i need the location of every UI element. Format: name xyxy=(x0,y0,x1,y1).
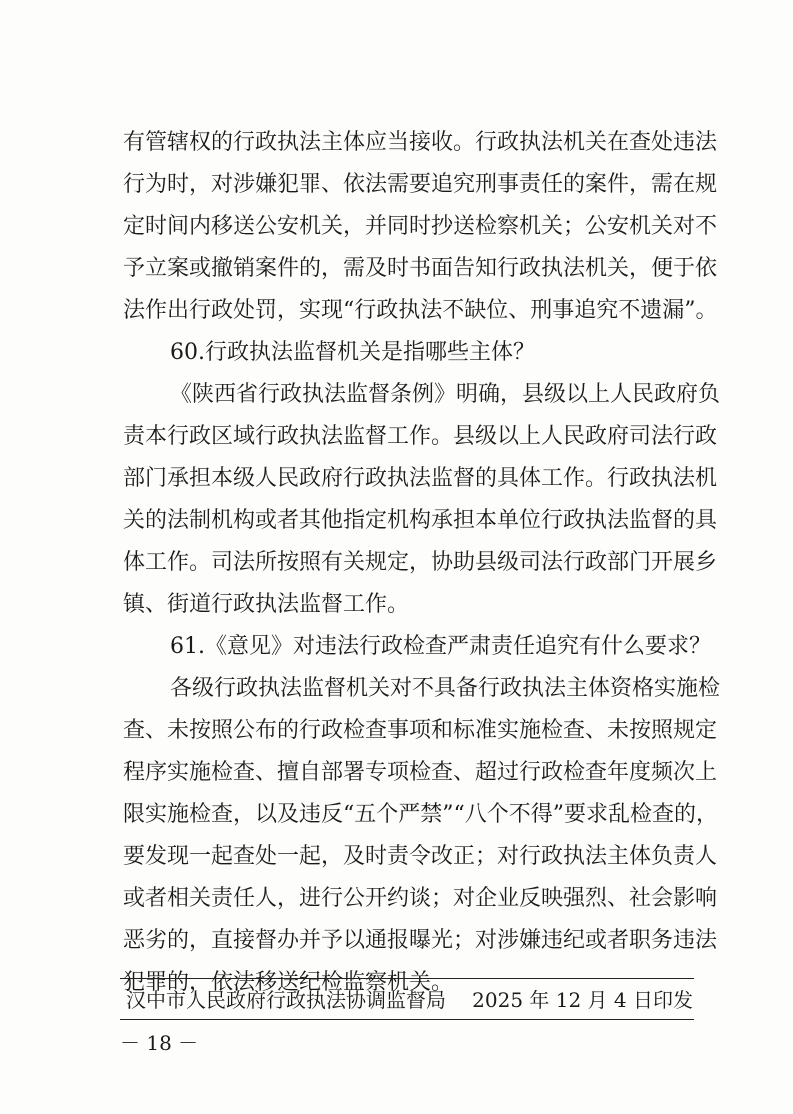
text-line: 予立案或撤销案件的，需及时书面告知行政执法机关，便于依 xyxy=(123,256,718,281)
text-line: 行为时，对涉嫌犯罪、依法需要追究刑事责任的案件，需在规 xyxy=(123,172,718,197)
text-line: 法作出行政处罚，实现“行政执法不缺位、刑事追究不遗漏”。 xyxy=(123,298,718,323)
text-line: 有管辖权的行政执法主体应当接收。行政执法机关在查处违法 xyxy=(123,130,718,155)
footer-issuer: 汉中市人民政府行政执法协调监督局 xyxy=(126,988,446,1012)
footer-bottom-rule xyxy=(120,1019,694,1020)
text-line: 关的法制机构或者其他指定机构承担本单位行政执法监督的具 xyxy=(123,508,718,533)
text-line: 各级行政执法监督机关对不具备行政执法主体资格实施检 xyxy=(170,676,721,701)
text-line: 《陕西省行政执法监督条例》明确，县级以上人民政府负 xyxy=(170,382,721,407)
text-line: 定时间内移送公安机关，并同时抄送检察机关；公安机关对不 xyxy=(123,214,718,239)
text-line: 部门承担本级人民政府行政执法监督的具体工作。行政执法机 xyxy=(123,466,718,491)
question-heading-61: 61.《意见》对违法行政检查严肃责任追究有什么要求？ xyxy=(170,634,711,659)
text-line: 镇、街道行政执法监督工作。 xyxy=(123,592,410,617)
text-line: 程序实施检查、擅自部署专项检查、超过行政检查年度频次上 xyxy=(123,760,718,785)
text-line: 或者相关责任人，进行公开约谈；对企业反映强烈、社会影响 xyxy=(123,886,718,911)
text-line: 体工作。司法所按照有关规定，协助县级司法行政部门开展乡 xyxy=(123,550,718,575)
text-line: 恶劣的，直接督办并予以通报曝光；对涉嫌违纪或者职务违法 xyxy=(123,928,718,953)
question-heading-60: 60.行政执法监督机关是指哪些主体？ xyxy=(170,340,535,365)
footer-top-rule xyxy=(120,978,694,979)
footer-date: 2025 年 12 月 4 日印发 xyxy=(472,988,693,1012)
text-line: 责本行政区域行政执法监督工作。县级以上人民政府司法行政 xyxy=(123,424,718,449)
text-line: 要发现一起查处一起，及时责令改正；对行政执法主体负责人 xyxy=(123,844,718,869)
text-line: 查、未按照公布的行政检查事项和标准实施检查、未按照规定 xyxy=(123,718,718,743)
page-number: － 18 － xyxy=(120,1031,199,1055)
text-line: 限实施检查，以及违反“五个严禁”“八个不得”要求乱检查的， xyxy=(123,802,718,827)
text-line: 犯罪的，依法移送纪检监察机关。 xyxy=(123,970,454,995)
